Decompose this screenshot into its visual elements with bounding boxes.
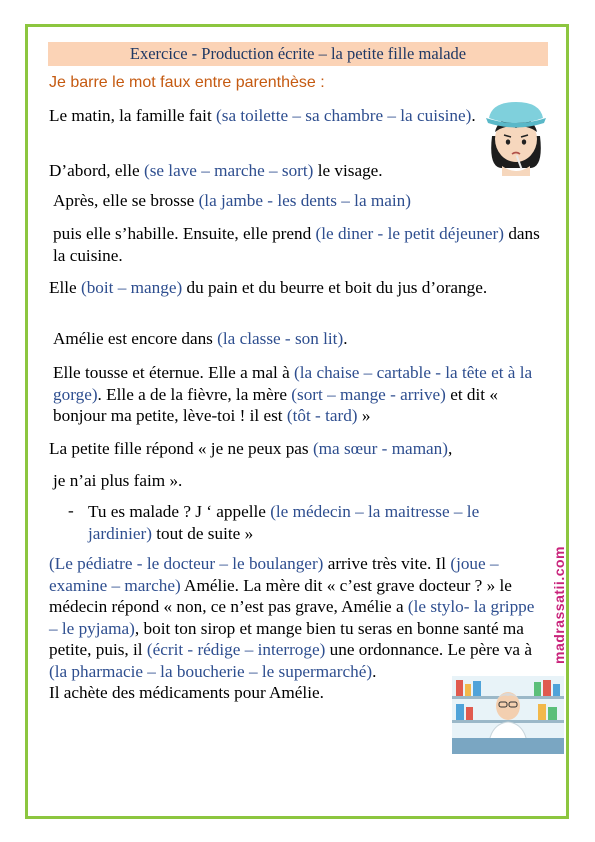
- choice-group: (le médecin – la maitresse – le jardinier): [88, 502, 480, 543]
- paragraph-9: [53, 470, 541, 492]
- choice-group: (se lave – marche – sort): [143, 161, 314, 180]
- text-segment: Elle tousse et éternue. Elle a mal à: [53, 363, 295, 382]
- text-segment: Elle: [49, 278, 81, 297]
- text-segment: , boit ton sirop et mange bien tu seras en bonne santé ma petite, puis, il: [49, 618, 524, 659]
- choice-group: (joue – examine – marche): [49, 554, 499, 595]
- choice-group: (sa toilette – sa chambre – la cuisine): [216, 106, 472, 125]
- site-watermark: madrassatii.com: [551, 546, 567, 664]
- list-dash: -: [68, 501, 74, 520]
- choice-group: (la pharmacie – la boucherie – le supermarché): [49, 661, 373, 681]
- choice-group: (la chaise – cartable - la tête et à la gorge): [53, 363, 533, 404]
- text-segment: .: [372, 661, 377, 681]
- text-segment: Le matin, la famille fait: [49, 106, 217, 125]
- text-segment: du pain et du beurre et boit du jus d’orange.: [182, 278, 488, 297]
- choice-group: (écrit - rédige – interroge): [146, 640, 326, 659]
- choice-group: (sort – mange - arrive): [291, 384, 446, 404]
- text-segment: .: [471, 106, 476, 125]
- text-segment: je n’ai plus faim ».: [53, 471, 183, 490]
- paragraph-10: [88, 501, 538, 544]
- paragraph-3: [53, 190, 541, 212]
- text-segment: puis elle s’habille. Ensuite, elle prend: [53, 224, 316, 243]
- text-segment: Après, elle se brosse: [53, 191, 199, 210]
- text-segment: tout de suite »: [151, 523, 254, 543]
- choice-group: (la jambe - les dents – la main): [198, 191, 411, 210]
- text-segment: et dit « bonjour ma petite, lève-toi ! il est: [53, 384, 498, 425]
- exercise-title: Exercice - Production écrite – la petite fille malade: [48, 42, 548, 66]
- paragraph-8: [49, 438, 537, 460]
- text-segment: le visage.: [313, 161, 383, 180]
- choice-group: (la classe - son lit): [217, 329, 344, 348]
- text-segment: D’abord, elle: [49, 161, 144, 180]
- text-segment: La petite fille répond « je ne peux pas: [49, 439, 313, 458]
- text-segment: ,: [448, 439, 453, 458]
- choice-group: (Le pédiatre - le docteur – le boulanger): [49, 554, 324, 573]
- text-segment: .: [343, 329, 348, 348]
- paragraph-6: [53, 328, 541, 350]
- paragraph-1: [49, 105, 537, 127]
- paragraph-11: [49, 553, 537, 704]
- text-segment: arrive très vite. Il: [323, 554, 451, 573]
- choice-group: (tôt - tard): [286, 406, 358, 425]
- text-segment: »: [357, 406, 371, 425]
- paragraph-2: [49, 160, 537, 182]
- paragraph-7: [53, 362, 541, 427]
- choice-group: (le diner - le petit déjeuner): [315, 224, 505, 243]
- choice-group: (le stylo- la grippe – le pyjama): [49, 597, 535, 638]
- text-segment: dans la cuisine.: [53, 224, 540, 265]
- choice-group: (boit – mange): [80, 278, 183, 297]
- instruction: Je barre le mot faux entre parenthèse :: [49, 74, 325, 91]
- text-segment: Il achète des médicaments pour Amélie.: [49, 683, 324, 702]
- paragraph-5: [49, 277, 537, 299]
- text-segment: Amélie. La mère dit « c’est grave docteur ? » le médecin répond « non, ce n’est pas grave, Amélie a: [49, 575, 512, 616]
- text-segment: une ordonnance. Le père va à: [325, 640, 532, 659]
- paragraph-4: [53, 223, 541, 266]
- text-segment: Amélie est encore dans: [53, 329, 218, 348]
- text-segment: . Elle a de la fièvre, la mère: [97, 384, 292, 404]
- text-segment: Tu es malade ? J ‘ appelle: [88, 502, 271, 521]
- choice-group: (ma sœur - maman): [312, 439, 449, 458]
